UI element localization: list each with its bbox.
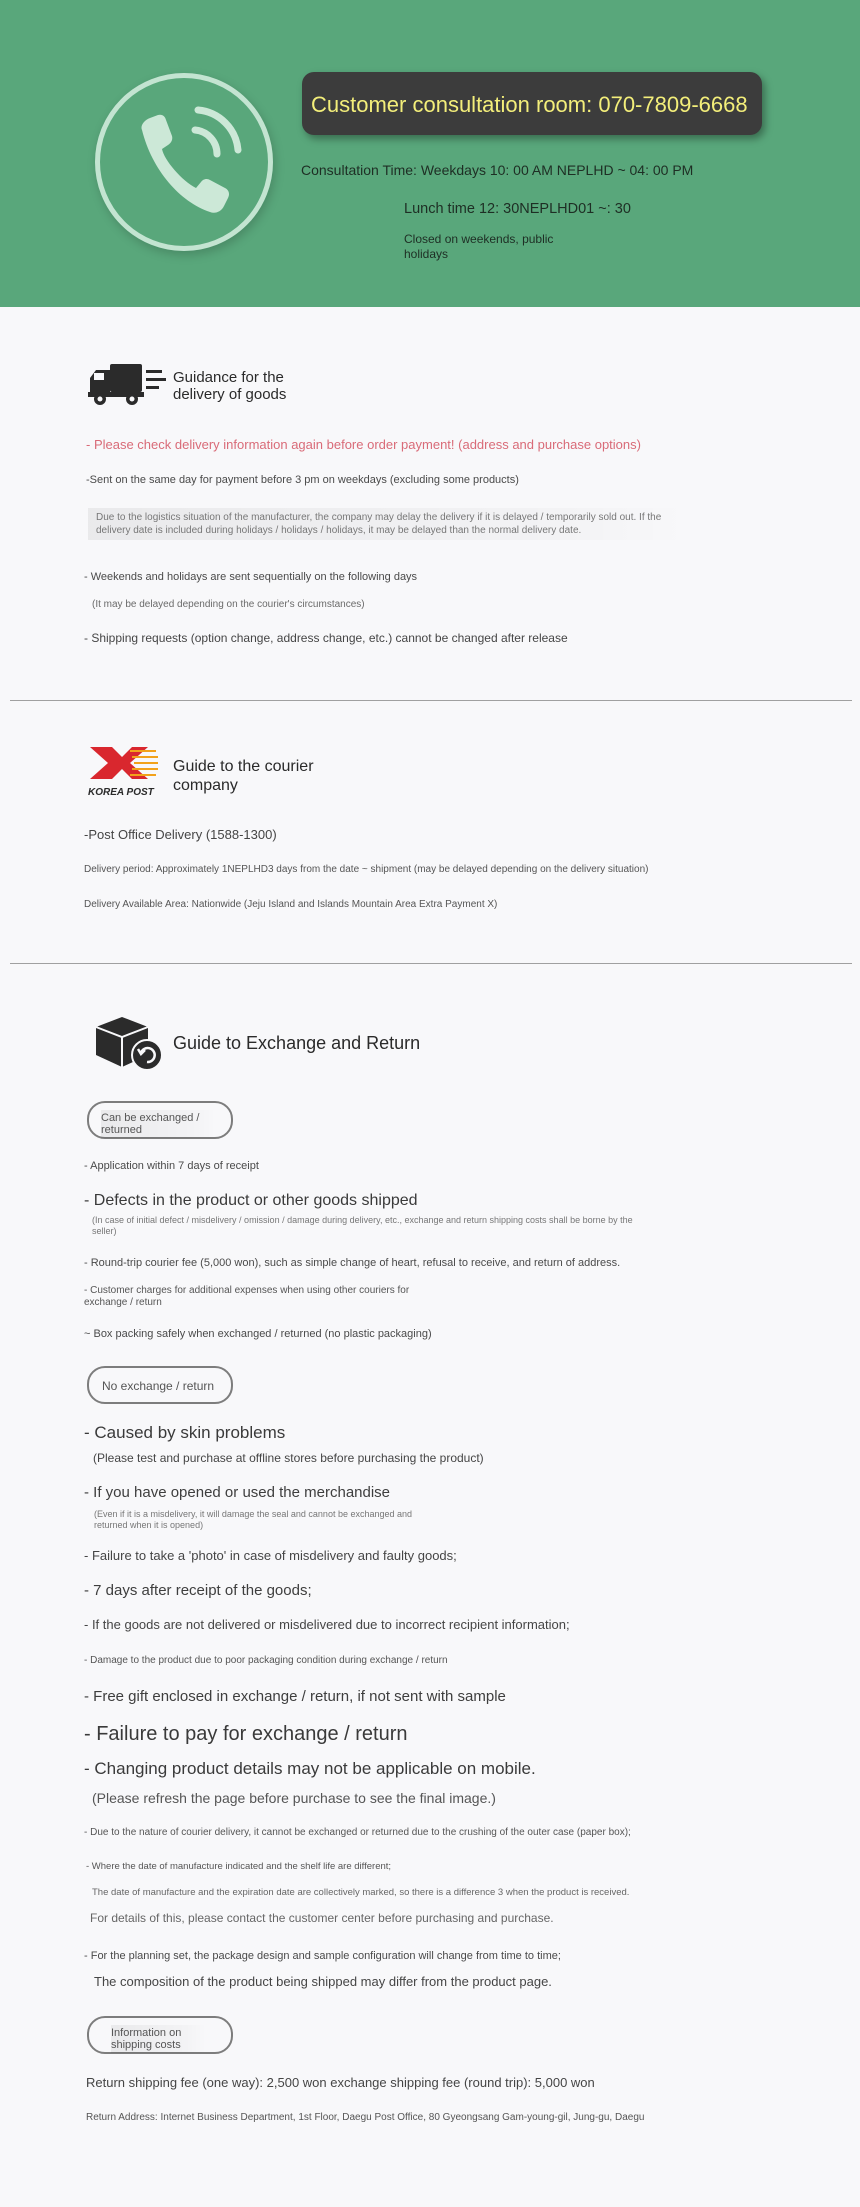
no-item-note: (Even if it is a misdelivery, it will damage the seal and cannot be exchanged and returned when it is opened) [94,1509,413,1530]
post-office-delivery: -Post Office Delivery (1588-1300) [84,827,277,842]
no-item: - Where the date of manufacture indicated and the shelf life are different; [86,1861,392,1872]
no-item-note: The composition of the product being shipped may differ from the product page. [94,1974,552,1989]
korea-post-logo [86,745,158,788]
can-exchange-badge: Can be exchanged / returned [87,1101,233,1139]
delivery-section-title: Guidance for the delivery of goods [173,369,287,403]
logistics-note: Due to the logistics situation of the manufacturer, the company may delay the delivery if it is delayed / temporarily sold out. If the delivery date is included during holidays / holidays / holidays, it may be delayed than the normal delivery date. [88,508,690,540]
delivery-truck-icon [86,362,168,411]
no-item: - Damage to the product due to poor packaging condition during exchange / return [84,1655,448,1666]
can-item-note: (In case of initial defect / misdelivery / omission / damage during delivery, etc., exchange and return shipping costs shall be borne by the seller) [92,1215,633,1236]
contact-header [0,0,860,307]
no-item: - Free gift enclosed in exchange / return, if not sent with sample [84,1688,506,1705]
shipping-info-badge: Information on shipping costs [87,2016,233,2054]
no-item: - If the goods are not delivered or misdelivered due to incorrect recipient information; [84,1617,570,1632]
exchange-section-title: Guide to Exchange and Return [173,1033,421,1053]
shipping-fee: Return shipping fee (one way): 2,500 won exchange shipping fee (round trip): 5,000 won [86,2075,595,2090]
no-item-note: (Please test and purchase at offline stores before purchasing the product) [93,1451,484,1465]
no-item: - Caused by skin problems [84,1423,286,1442]
no-item: - 7 days after receipt of the goods; [84,1582,312,1599]
section-divider [10,963,852,964]
can-item: ~ Box packing safely when exchanged / returned (no plastic packaging) [84,1328,432,1340]
phone-icon [95,73,273,251]
no-item: - Failure to pay for exchange / return [84,1723,408,1745]
lunch-time: Lunch time 12: 30NEPLHD01 ~: 30 [404,201,631,217]
no-item-note: (Please refresh the page before purchase to see the final image.) [92,1790,496,1806]
no-item: - Due to the nature of courier delivery, it cannot be exchanged or returned due to the crushing of the outer case (paper box); [84,1827,631,1838]
can-item: - Round-trip courier fee (5,000 won), such as simple change of heart, refusal to receive, and return of address. [84,1257,621,1269]
no-item: - For the planning set, the package design and sample configuration will change from time to time; [84,1950,561,1962]
return-address: Return Address: Internet Business Department, 1st Floor, Daegu Post Office, 80 Gyeongsang Gam-young-gil, Jung-gu, Daegu [86,2112,645,2123]
no-item-note: The date of manufacture and the expiration date are collectively marked, so there is a difference 3 when the product is received. [92,1887,630,1898]
courier-section-title: Guide to the courier company [173,758,314,794]
same-day-shipping: -Sent on the same day for payment before 3 pm on weekdays (excluding some products) [86,474,519,486]
can-item: - Defects in the product or other goods shipped [84,1192,418,1209]
no-item: - If you have opened or used the merchandise [84,1484,391,1501]
consultation-time: Consultation Time: Weekdays 10: 00 AM NEPLHD ~ 04: 00 PM [301,162,694,178]
section-divider [10,700,852,701]
weekend-shipping: - Weekends and holidays are sent sequentially on the following days [84,571,418,583]
delivery-area: Delivery Available Area: Nationwide (Jeju Island and Islands Mountain Area Extra Payment X) [84,899,498,910]
page-title: Customer consultation room: 070-7809-6668 [311,92,748,117]
no-item: - Failure to take a 'photo' in case of misdelivery and faulty goods; [84,1548,457,1563]
box-return-icon [92,1013,166,1078]
closed-notice: Closed on weekends, public holidays [404,232,554,261]
courier-delay-note: (It may be delayed depending on the courier's circumstances) [92,599,365,610]
delivery-warning: - Please check delivery information again before order payment! (address and purchase options) [86,437,641,452]
korea-post-logo-text: KOREA POST [88,787,154,798]
delivery-period: Delivery period: Approximately 1NEPLHD3 days from the date ~ shipment (may be delayed depending on the delivery situation) [84,864,649,875]
no-item: - Changing product details may not be applicable on mobile. [84,1759,536,1778]
no-change-notice: - Shipping requests (option change, address change, etc.) cannot be changed after release [84,631,568,645]
can-item: - Customer charges for additional expenses when using other couriers for exchange / return [84,1285,410,1308]
no-exchange-badge: No exchange / return [87,1366,233,1404]
no-item-note: For details of this, please contact the customer center before purchasing and purchase. [90,1911,554,1925]
can-item: - Application within 7 days of receipt [84,1160,259,1172]
